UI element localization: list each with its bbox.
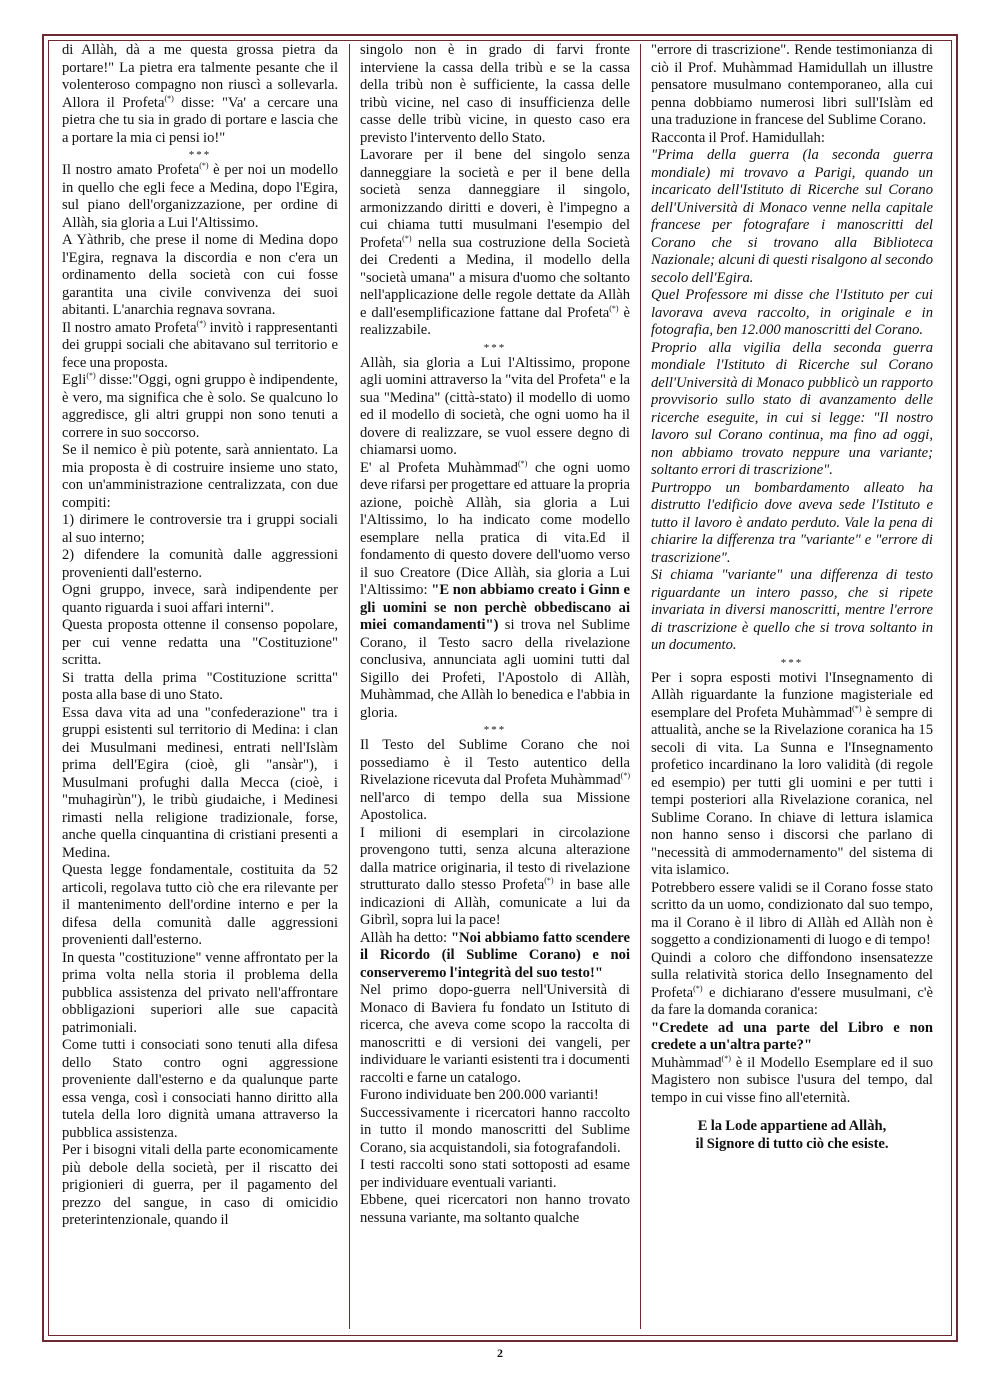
question-paragraph: "Credete ad una parte del Libro e non credete a un'altra parte?" <box>651 1019 933 1053</box>
paragraph: In questa "costituzione" venne affrontato per la prima volta nella storia il problema della pubblica assistenza del privato nell'affrontare obbligazioni superiori alle sue capacità patrimoniali. <box>62 949 338 1036</box>
paragraph: Il nostro amato Profeta(*) invitò i rappresentanti dei gruppi sociali che abitavano sul territorio e fece una proposta. <box>62 318 338 371</box>
paragraph: Per i sopra esposti motivi l'Insegnamento di Allàh riguardante la funzione magisteriale ed esemplare del Profeta Muhàmmad(*) è sempre di attualità, anche se la Rivelazione coranica ha 15 secoli di vita. La Sunna e l'Insegnamento profetico incardinano la loro validità (di regole ed esempio) per tutti gli uomini e per tutti i tempi posteriori alla Rivelazione coranica, nel Sublime Corano. In chiave di lettura islamica non hanno senso i discorsi che parlano di "necessità di ammodernamento" del sistema di vita islamico. <box>651 669 933 878</box>
closing-line: il Signore di tutto ciò che esiste. <box>695 1136 889 1152</box>
paragraph: Lavorare per il bene del singolo senza danneggiare la società e per il bene della società senza danneggiare il singolo, armonizzando diritti e doveri, è l'impegno a cui chiama tutti musulmani l'esempio del Profeta(*) nella sua costruzione della Società dei Credenti a Medina, il modello della "società umana" a misura d'uomo che soltanto nell'applicazione delle regole dettate da Allàh e dall'esemplificazione fattane dal Profeta(*) è realizzabile. <box>360 147 630 338</box>
section-separator: *** <box>780 656 804 669</box>
paragraph: singolo non è in grado di farvi fronte interviene la cassa della tribù e se la cassa della tribù non è sufficiente, la cassa delle tribù vicine, nel caso di insufficienza delle casse delle tribù vicine, in questo caso era previsto l'intervento dello Stato. <box>360 42 630 146</box>
list-item: 1) dirimere le controversie tra i gruppi sociali al suo interno; <box>62 512 338 546</box>
paragraph: E' al Profeta Muhàmmad(*) che ogni uomo deve rifarsi per progettare ed attuare la propria azione, poichè Allàh, sia gloria a Lui l'Altissimo, lo ha indicato come modello esemplare nella pratica di vita.Ed il fondamento di questo dovere dell'uomo verso il suo Creatore (Dice Allàh, sia gloria a Lui l'Altissimo: "E non abbiamo creato i Ginn e gli uomini se non perchè obbediscano ai miei comandamenti") si trova nel Sublime Corano, il Testo sacro della rivelazione conclusiva, annunciata agli uomini tutti dal Sigillo dei Profeti, l'Apostolo di Allàh, Muhàmmad, che Allàh lo benedica e l'abbia in gloria. <box>360 458 630 721</box>
quote-paragraph: Quel Professore mi disse che l'Istituto per cui lavorava aveva raccolto, in originale e in fotografia, ben 12.000 manoscritti del Corano. <box>651 287 933 338</box>
paragraph: Muhàmmad(*) è il Modello Esemplare ed il suo Magistero non subisce l'usura del tempo, dal tempo in cui visse fino all'eternità. <box>651 1053 933 1106</box>
paragraph: Il nostro amato Profeta(*) è per noi un modello in quello che egli fece a Medina, dopo l'Egira, sul piano dell'organizzazione, per ordine di Allàh, sia gloria a Lui l'Altissimo. <box>62 161 338 231</box>
paragraph: Se il nemico è più potente, sarà annientato. La mia proposta è di costruire insieme uno stato, con un'amministrazione centralizzata, con due compiti: <box>62 442 338 511</box>
paragraph: Essa dava vita ad una "confederazione" tra i gruppi esistenti sul territorio di Medina: i clan dei Musulmani medinesi, entrati nell'Islàm prima dell'Egira (cioè, gli "ansàr"), i Musulmani profughi dalla Mecca (cioè, i "muhagirùn"), le tribù giudaiche, i Medinesi rimasti nella religione tradizionale, forse, anche quella cinquantina di cristiani presenti a Medina. <box>62 704 338 861</box>
section-separator: *** <box>188 149 212 161</box>
paragraph: Ogni gruppo, invece, sarà indipendente per quanto riguarda i suoi affari interni". <box>62 582 338 616</box>
paragraph: Racconta il Prof. Hamidullah: <box>651 129 825 146</box>
paragraph: Allàh ha detto: "Noi abbiamo fatto scendere il Ricordo (il Sublime Corano) e noi conserveremo l'integrità del suo testo!" <box>360 929 630 981</box>
column-divider <box>640 44 641 1329</box>
section-separator: *** <box>483 341 507 354</box>
text-column-1 <box>62 42 338 1327</box>
quote-paragraph: Purtroppo un bombardamento alleato ha distrutto l'edificio dove aveva sede l'Istituto e tutto il lavoro è andato perduto. Vale la pena di chiarire la differenza tra "variante" e "errore di trascrizione". <box>651 479 933 566</box>
paragraph: di Allàh, dà a me questa grossa pietra da portare!" La pietra era talmente pesante che il volenteroso compagno non riuscì a sollevarla. Allora il Profeta(*) disse: "Va' a cercare una pietra che tu sia in grado di portare e lascia che a portare la mia ci pensi io!" <box>62 42 338 146</box>
paragraph: Successivamente i ricercatori hanno raccolto in tutto il mondo manoscritti del Sublime Corano, sia acquistandoli, sia fotografandoli. <box>360 1104 630 1156</box>
page-number: 2 <box>497 1346 503 1360</box>
paragraph: Furono individuate ben 200.000 varianti! <box>360 1087 599 1103</box>
paragraph: Potrebbero essere validi se il Corano fosse stato scritto da un uomo, condizionato dal suo tempo, ma il Corano è il libro di Allàh ed Allàh non è soggetto a condizionamenti di luogo e di tempo! <box>651 879 933 948</box>
paragraph: Ebbene, quei ricercatori non hanno trovato nessuna variante, ma soltanto qualche <box>360 1192 630 1226</box>
paragraph: Quindi a coloro che diffondono insensatezze sulla relatività storica dello Insegnamento del Profeta(*) e dichiarano d'essere musulmani, c'è da fare la domanda coranica: <box>651 949 933 1018</box>
paragraph: Per i bisogni vitali della parte economicamente più debole della società, per il riscatto dei prigionieri di guerra, per il pagamento del prezzo del sangue, in caso di omicidio preterintenzionale, quando il <box>62 1142 338 1228</box>
paragraph: A Yàthrib, che prese il nome di Medina dopo l'Egira, regnava la discordia e non c'era un ordinamento della società con cui fosse garantita una civile convivenza dei suoi abitanti. L'anarchia regnava sovrana. <box>62 232 338 318</box>
paragraph: Come tutti i consociati sono tenuti alla difesa dello Stato contro ogni aggressione proveniente dall'esterno e da qualunque parte essa venga, così i consociati hanno diritto alla tutela della loro dignità umana attraverso la pubblica assistenza. <box>62 1037 338 1141</box>
column-divider <box>349 44 350 1329</box>
paragraph: "errore di trascrizione". Rende testimonianza di ciò il Prof. Muhàmmad Hamidullah un illustre pensatore musulmano contemporaneo, alla cui penna dobbiamo numerosi libri sull'Islàm ed una traduzione in francese del Sublime Corano. <box>651 42 933 128</box>
paragraph: Nel primo dopo-guerra nell'Università di Monaco di Baviera fu fondato un Istituto di ricerca, che aveva come scopo la raccolta di manoscritti e di versioni dei vangeli, per individuare le varianti esistenti tra i documenti raccolti e farne un catalogo. <box>360 982 630 1086</box>
paragraph: Allàh, sia gloria a Lui l'Altissimo, propone agli uomini attraverso la "vita del Profeta" e la sua "Medina" (città-stato) il modello di uomo ed il modello di società, che ogni uomo ha il dovere di realizzare, se vuol essere degno di chiamarsi uomo. <box>360 354 630 458</box>
closing-statement <box>651 1117 933 1153</box>
paragraph: Questa proposta ottenne il consenso popolare, per cui venne redatta una "Costituzione" scritta. <box>62 617 338 668</box>
text-column-3 <box>651 42 933 1327</box>
quote-paragraph: Si chiama "variante" una differenza di testo riguardante un intero passo, che si ripete invariata in diversi manoscritti, mentre l'errore di trascrizione è quello che si trova soltanto in un documento. <box>651 567 933 653</box>
quote-paragraph: Proprio alla vigilia della seconda guerra mondiale l'Istituto di Ricerche sul Corano dell'Università di Monaco pubblicò un rapporto provvisorio sullo stato di avanzamento delle ricerche eseguite, in cui si legge: "Il nostro lavoro sul Corano continua, ma fino ad oggi, non abbiamo trovato neppure una variante; soltanto errori di trascrizione". <box>651 339 933 478</box>
list-item: 2) difendere la comunità dalle aggressioni provenienti dall'esterno. <box>62 547 338 581</box>
paragraph: Egli(*) disse:"Oggi, ogni gruppo è indipendente, è vero, ma significa che è solo. Se qualcuno lo aggredisce, gli altri gruppi non sono tenuti a correre in suo soccorso. <box>62 371 338 441</box>
closing-line: E la Lode appartiene ad Allàh, <box>697 1118 887 1134</box>
text-column-2 <box>360 42 630 1327</box>
section-separator: *** <box>483 724 507 736</box>
quote-paragraph: "Prima della guerra (la seconda guerra mondiale) mi trovavo a Parigi, quando un incaricato dell'Istituto di Ricerche sul Corano dell'Università di Monaco venne nella capitale francese per fotografare i manoscritti del Corano che si trovano alla Biblioteca Nazionale; alcuni di questi risalgono al secondo secolo dell'Egira. <box>651 147 933 286</box>
paragraph: I testi raccolti sono stati sottoposti ad esame per individuare eventuali varianti. <box>360 1157 630 1191</box>
paragraph: Il Testo del Sublime Corano che noi possediamo è il Testo autentico della Rivelazione ricevuta dal Profeta Muhàmmad(*) nell'arco di tempo della sua Missione Apostolica. <box>360 737 630 823</box>
paragraph: Si tratta della prima "Costituzione scritta" posta alla base di uno Stato. <box>62 669 338 703</box>
paragraph: I milioni di esemplari in circolazione provengono tutti, senza alcuna alterazione dalla matrice originaria, il testo di rivelazione strutturato dallo stesso Profeta(*) in base alle indicazioni di Allàh, comunicate a lui da Gibrìl, sopra lui la pace! <box>360 824 630 928</box>
paragraph: Questa legge fondamentale, costituita da 52 articoli, regolava tutto ciò che era rilevante per il mantenimento dell'ordine interno e per la difesa della comunità dalle aggressioni provenienti dall'esterno. <box>62 862 338 948</box>
